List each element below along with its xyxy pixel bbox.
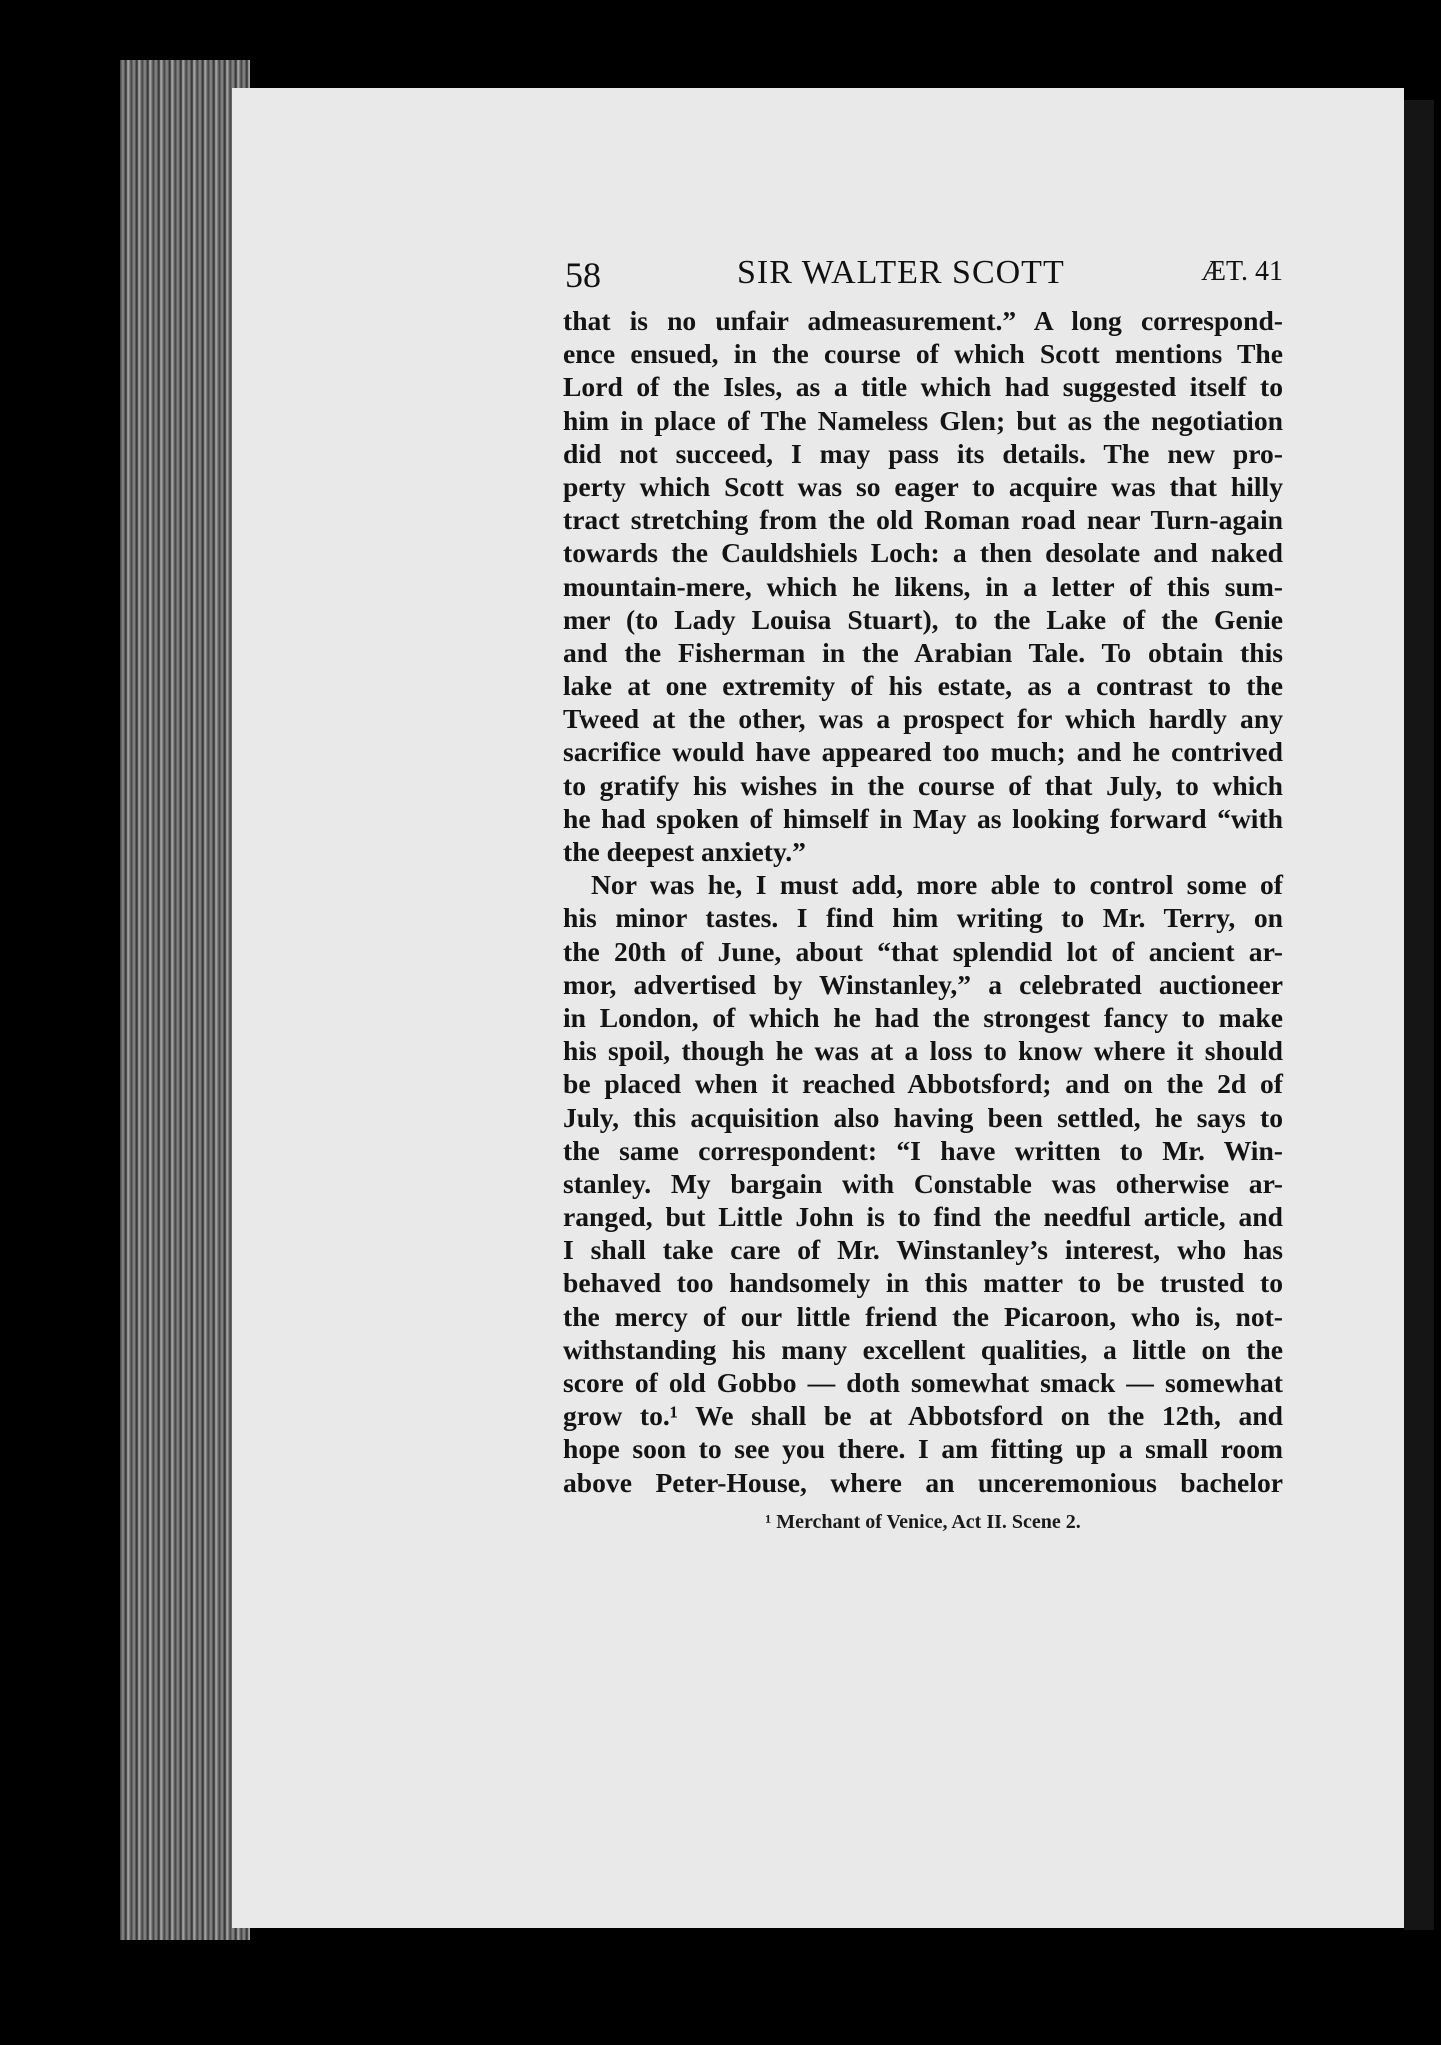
book-right-edge (1404, 100, 1434, 1930)
text-line: that is no unfair admeasurement.” A long correspond- (563, 305, 1283, 336)
text-line: mer (to Lady Louisa Stuart), to the Lake of the Genie (563, 603, 1283, 635)
text-line: he had spoken of himself in May as looking forward “with (563, 802, 1283, 834)
text-line: towards the Cauldshiels Loch: a then desolate and naked (563, 537, 1283, 569)
text-line: sacrifice would have appeared too much; and he contrived (563, 736, 1283, 768)
footnote: ¹ Merchant of Venice, Act II. Scene 2. (765, 1510, 1081, 1533)
text-line: ence ensued, in the course of which Scott mentions The (563, 338, 1283, 370)
text-line: mountain-mere, which he likens, in a letter of this sum- (563, 570, 1283, 602)
text-line: in London, of which he had the strongest fancy to make (563, 1001, 1283, 1033)
text-line: grow to.¹ We shall be at Abbotsford on the 12th, and (563, 1400, 1283, 1432)
text-line: be placed when it reached Abbotsford; and on the 2d of (563, 1068, 1283, 1100)
text-line: July, this acquisition also having been settled, he says to (563, 1101, 1283, 1133)
text-line: behaved too handsomely in this matter to be trusted to (563, 1267, 1283, 1299)
text-line: stanley. My bargain with Constable was otherwise ar- (563, 1167, 1283, 1199)
paragraph-2 (563, 868, 1283, 1499)
book-page-edges (120, 60, 250, 1940)
text-line: him in place of The Nameless Glen; but as the negotiation (563, 404, 1283, 436)
text-line: hope soon to see you there. I am fitting up a small room (563, 1433, 1283, 1465)
text-line: his minor tastes. I find him writing to Mr. Terry, on (563, 902, 1283, 934)
text-line: Lord of the Isles, as a title which had suggested itself to (563, 371, 1283, 403)
text-line: the 20th of June, about “that splendid lot of ancient ar- (563, 935, 1283, 967)
running-header (563, 254, 1283, 304)
text-line: and the Fisherman in the Arabian Tale. To obtain this (563, 636, 1283, 668)
text-line: tract stretching from the old Roman road near Turn-again (563, 504, 1283, 536)
text-line: the mercy of our little friend the Picaroon, who is, not- (563, 1300, 1283, 1332)
text-line: Tweed at the other, was a prospect for which hardly any (563, 703, 1283, 735)
text-line: lake at one extremity of his estate, as a contrast to the (563, 670, 1283, 702)
age-note: ÆT. 41 (1201, 256, 1283, 287)
text-line: above Peter-House, where an unceremonious bachelor (563, 1466, 1283, 1498)
text-line: his spoil, though he was at a loss to know where it should (563, 1035, 1283, 1067)
page-number: 58 (565, 255, 601, 295)
text-line: mor, advertised by Winstanley,” a celebrated auctioneer (563, 968, 1283, 1000)
paragraph-1 (563, 304, 1283, 868)
text-line: Nor was he, I must add, more able to control some of (591, 869, 1283, 901)
running-title: SIR WALTER SCOTT (737, 254, 1065, 291)
text-line: the same correspondent: “I have written to Mr. Win- (563, 1134, 1283, 1166)
text-line: to gratify his wishes in the course of that July, to which (563, 769, 1283, 801)
text-line: perty which Scott was so eager to acquire was that hilly (563, 470, 1283, 502)
text-line: did not succeed, I may pass its details. The new pro- (563, 437, 1283, 469)
page-text (563, 254, 1283, 1535)
text-line: score of old Gobbo — doth somewhat smack — somewhat (563, 1367, 1283, 1398)
text-line: the deepest anxiety.” (563, 836, 806, 867)
text-line: ranged, but Little John is to find the needful article, and (563, 1201, 1283, 1233)
text-line: I shall take care of Mr. Winstanley’s interest, who has (563, 1234, 1283, 1266)
text-line: withstanding his many excellent qualities, a little on the (563, 1333, 1283, 1365)
